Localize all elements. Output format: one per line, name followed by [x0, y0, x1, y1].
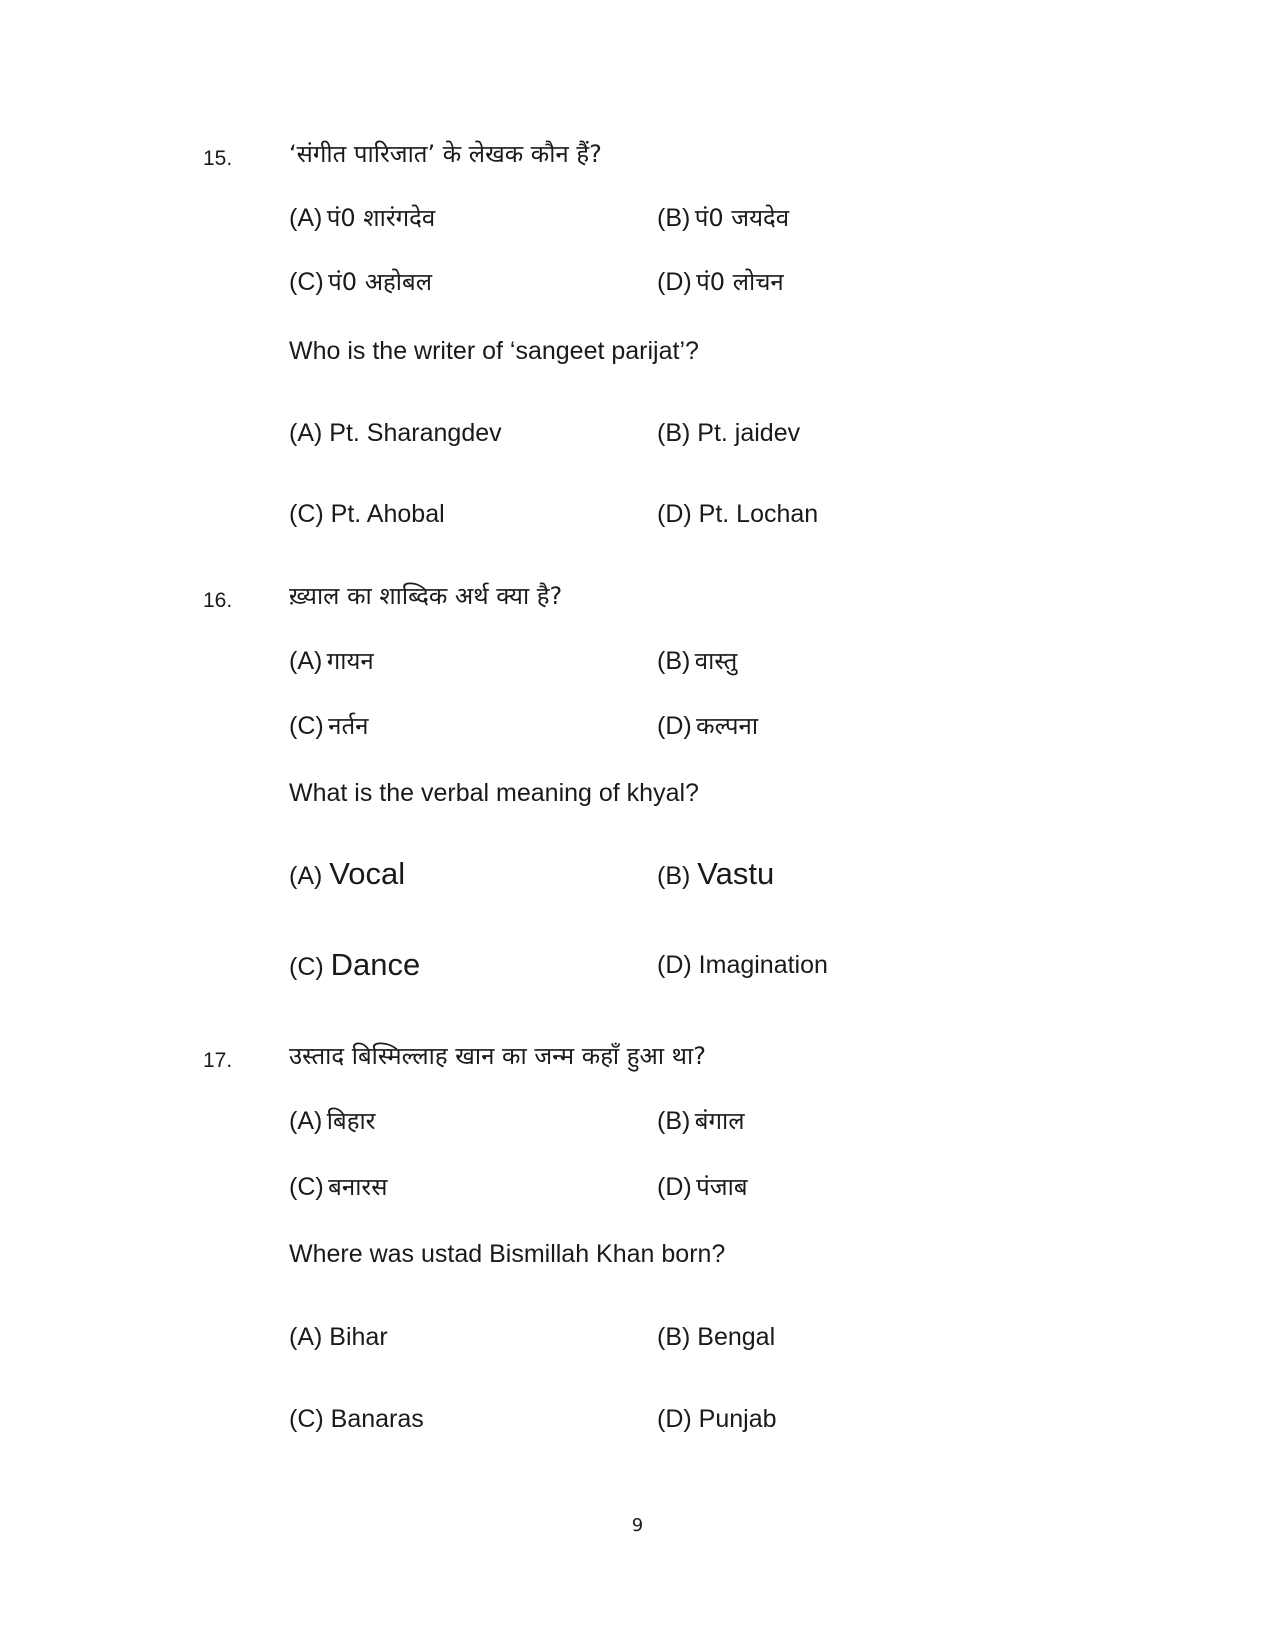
option-label: (D) — [657, 1405, 692, 1433]
option-label: (A) — [289, 647, 323, 675]
english-option-a — [289, 421, 502, 446]
question-number: 16. — [203, 589, 233, 612]
hindi-option-a — [289, 1107, 375, 1136]
option-text: Bihar — [329, 1323, 388, 1351]
english-option-c — [289, 502, 445, 527]
english-option-c — [289, 949, 420, 980]
option-label: (C) — [289, 1405, 324, 1433]
option-text: Pt. Sharangdev — [329, 419, 502, 447]
hindi-option-c — [289, 712, 369, 741]
option-label: (C) — [289, 268, 324, 296]
hindi-option-b — [657, 1107, 745, 1136]
english-question-text: Where was ustad Bismillah Khan born? — [289, 1240, 726, 1268]
option-label: (D) — [657, 268, 692, 296]
hindi-option-b — [657, 647, 737, 676]
option-label: (A) — [289, 419, 323, 447]
hindi-question-text: ख़्याल का शाब्दिक अर्थ क्या है? — [289, 582, 563, 610]
hindi-option-d — [657, 268, 784, 297]
english-option-a — [289, 858, 405, 889]
option-label: (D) — [657, 951, 692, 979]
english-option-b — [657, 1325, 775, 1350]
option-label: (D) — [657, 712, 692, 740]
option-label: (D) — [657, 500, 692, 528]
english-option-c — [289, 1407, 424, 1432]
hindi-option-a — [289, 647, 374, 676]
option-label: (B) — [657, 419, 691, 447]
option-text: कल्पना — [696, 712, 759, 740]
option-label: (C) — [289, 1173, 324, 1201]
hindi-option-d — [657, 712, 758, 741]
hindi-question-text: ‘संगीत पारिजात’ के लेखक कौन हैं? — [289, 140, 602, 168]
option-label: (A) — [289, 204, 323, 232]
english-option-d — [657, 953, 828, 978]
hindi-option-c — [289, 1173, 387, 1202]
option-text: Vastu — [697, 856, 775, 891]
option-label: (C) — [289, 953, 324, 981]
option-text: Imagination — [698, 951, 828, 979]
option-label: (B) — [657, 647, 691, 675]
question-number: 17. — [203, 1049, 233, 1072]
option-label: (A) — [289, 1107, 323, 1135]
option-text: बंगाल — [694, 1107, 745, 1135]
english-option-d — [657, 502, 818, 527]
question-number: 15. — [203, 147, 233, 170]
option-text: Pt. Lochan — [698, 500, 819, 528]
english-question-text: What is the verbal meaning of khyal? — [289, 779, 699, 807]
option-label: (B) — [657, 862, 691, 890]
option-text: बिहार — [326, 1107, 376, 1135]
option-text: Punjab — [698, 1405, 777, 1433]
option-text: पं0 शारंगदेव — [326, 204, 436, 232]
option-label: (B) — [657, 1323, 691, 1351]
option-text: नर्तन — [328, 712, 369, 740]
option-label: (B) — [657, 1107, 691, 1135]
option-text: पं0 जयदेव — [694, 204, 790, 232]
option-text: बनारस — [328, 1173, 388, 1201]
option-label: (C) — [289, 712, 324, 740]
option-text: Bengal — [697, 1323, 776, 1351]
option-text: वास्तु — [694, 647, 738, 675]
hindi-question-text: उस्ताद बिस्मिल्लाह खान का जन्म कहाँ हुआ था? — [289, 1042, 706, 1070]
option-label: (C) — [289, 500, 324, 528]
page-number: 9 — [631, 1515, 644, 1536]
english-option-b — [657, 858, 774, 889]
english-option-b — [657, 421, 800, 446]
option-text: गायन — [326, 647, 374, 675]
option-text: पं0 लोचन — [696, 268, 784, 296]
option-label: (A) — [289, 862, 323, 890]
hindi-option-d — [657, 1173, 748, 1202]
hindi-option-c — [289, 268, 432, 297]
english-option-a — [289, 1325, 388, 1350]
english-question-text: Who is the writer of ‘sangeet parijat’? — [289, 337, 699, 365]
option-label: (D) — [657, 1173, 692, 1201]
hindi-option-b — [657, 204, 789, 233]
option-text: Dance — [330, 947, 421, 982]
option-text: Pt. jaidev — [697, 419, 801, 447]
option-label: (A) — [289, 1323, 323, 1351]
hindi-option-a — [289, 204, 435, 233]
option-label: (B) — [657, 204, 691, 232]
english-option-d — [657, 1407, 777, 1432]
option-text: Pt. Ahobal — [330, 500, 445, 528]
option-text: पंजाब — [696, 1173, 748, 1201]
option-text: Banaras — [330, 1405, 424, 1433]
option-text: पं0 अहोबल — [328, 268, 432, 296]
option-text: Vocal — [329, 856, 406, 891]
